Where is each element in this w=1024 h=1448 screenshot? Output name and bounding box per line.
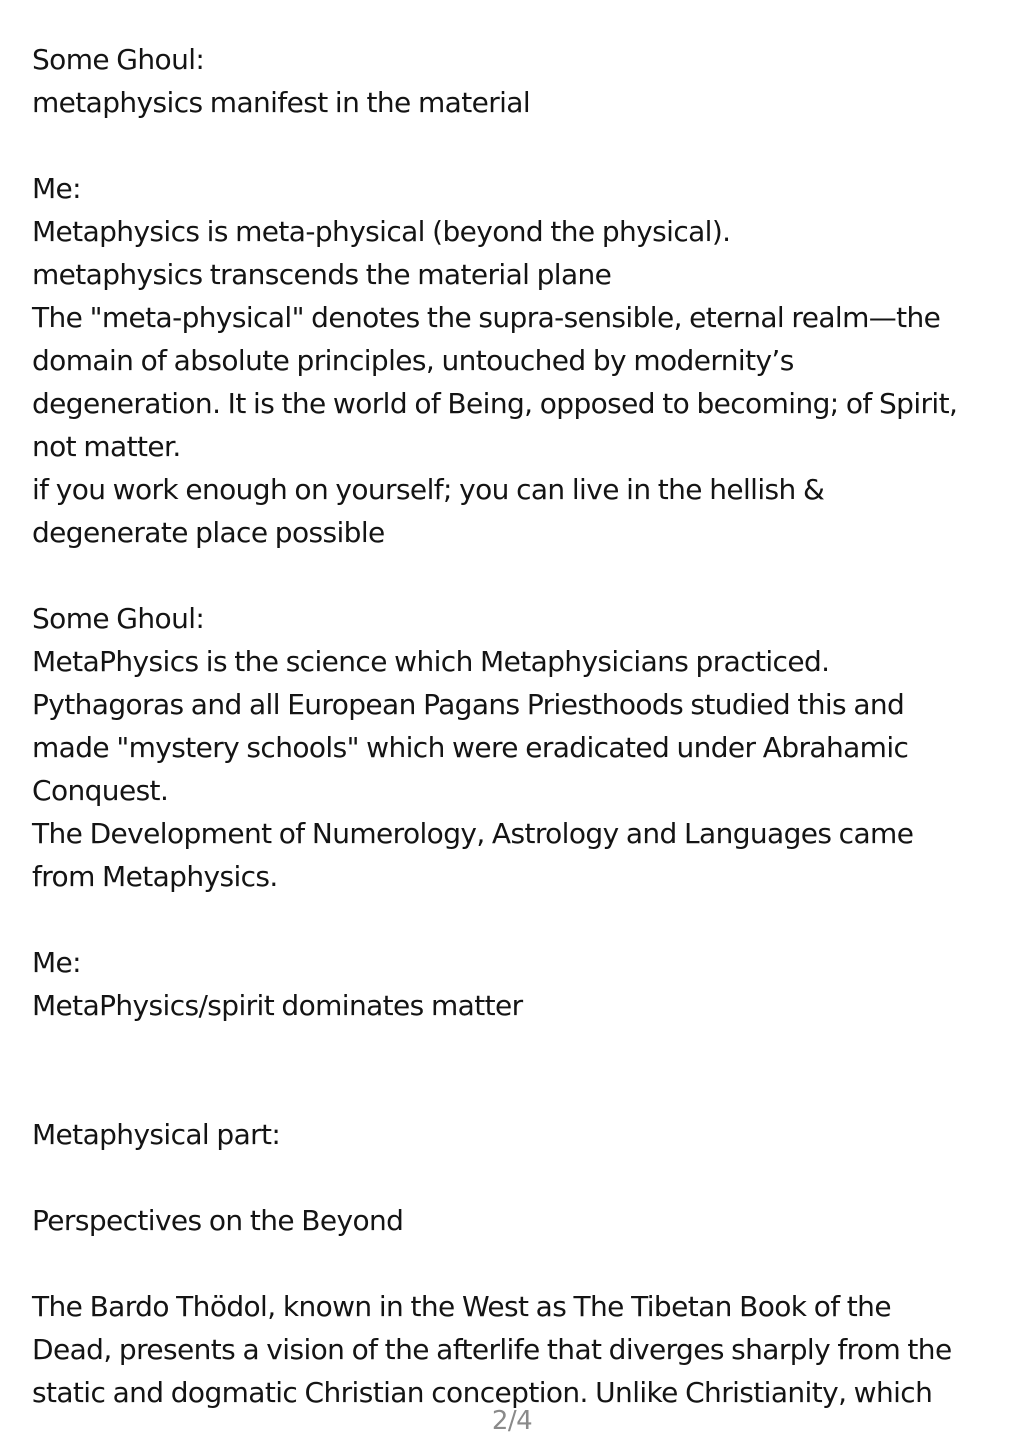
text-line: The Development of Numerology, Astrology and Languages came (32, 817, 914, 850)
text-line: made "mystery schools" which were eradicated under Abrahamic (32, 731, 909, 764)
text-line: Me: (32, 946, 82, 979)
text-line: degeneration. It is the world of Being, opposed to becoming; of Spirit, (32, 387, 958, 420)
text-line: from Metaphysics. (32, 860, 278, 893)
text-line: Metaphysical part: (32, 1118, 281, 1151)
text-line: Some Ghoul: (32, 602, 205, 635)
text-line: metaphysics transcends the material plane (32, 258, 612, 291)
text-line: if you work enough on yourself; you can live in the hellish & (32, 473, 825, 506)
text-line: Dead, presents a vision of the afterlife that diverges sharply from the (32, 1333, 952, 1366)
text-line: Conquest. (32, 774, 169, 807)
document-body (32, 38, 992, 1414)
section-heading: Perspectives on the Beyond (32, 1204, 404, 1237)
page-indicator: 2/4 (491, 1406, 533, 1436)
text-line: degenerate place possible (32, 516, 385, 549)
blank-line (32, 1070, 992, 1113)
text-line: Pythagoras and all European Pagans Priesthoods studied this and (32, 688, 905, 721)
text-line: Me: (32, 172, 82, 205)
blank-line (32, 554, 992, 597)
text-line: domain of absolute principles, untouched by modernity’s (32, 344, 794, 377)
text-line: The "meta-physical" denotes the supra-sensible, eternal realm—the (32, 301, 941, 334)
blank-line (32, 1242, 992, 1285)
text-line: Some Ghoul: (32, 43, 205, 76)
text-line: static and dogmatic Christian conception. Unlike Christianity, which (32, 1376, 933, 1409)
blank-line (32, 1027, 992, 1070)
blank-line (32, 124, 992, 167)
text-line: Metaphysics is meta-physical (beyond the physical). (32, 215, 731, 248)
text-line: metaphysics manifest in the material (32, 86, 531, 119)
text-line: The Bardo Thödol, known in the West as The Tibetan Book of the (32, 1290, 891, 1323)
text-line: MetaPhysics is the science which Metaphysicians practiced. (32, 645, 830, 678)
text-line: not matter. (32, 430, 181, 463)
text-line: MetaPhysics/spirit dominates matter (32, 989, 523, 1022)
blank-line (32, 1156, 992, 1199)
blank-line (32, 898, 992, 941)
